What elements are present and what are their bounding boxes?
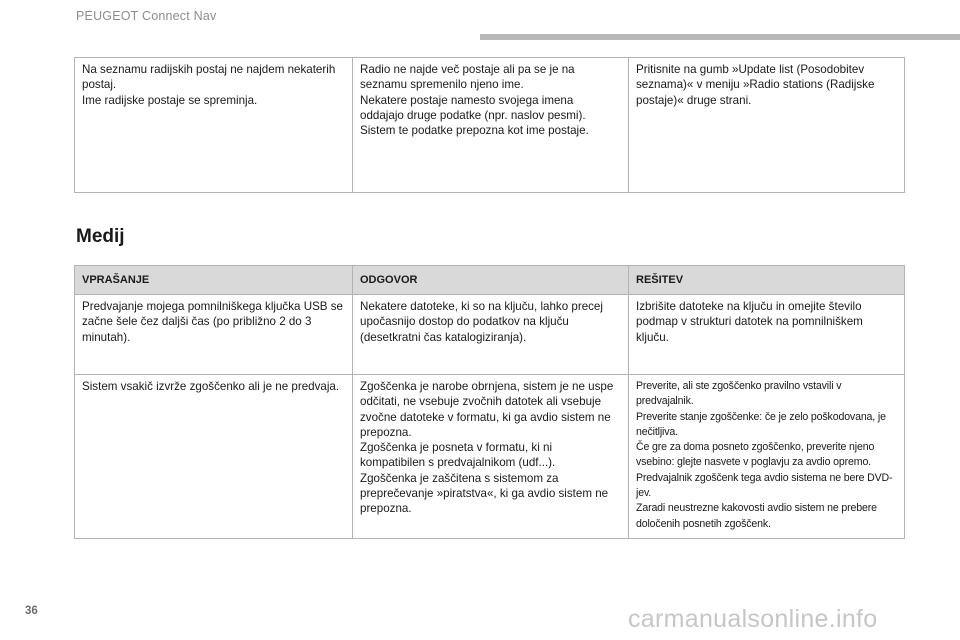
header-title: PEUGEOT Connect Nav xyxy=(76,9,217,23)
question-cell: Sistem vsakič izvrže zgoščenko ali je ne predvaja. xyxy=(75,375,353,539)
watermark: carmanualsonline.info xyxy=(628,605,878,633)
column-header-solution: REŠITEV xyxy=(629,266,905,295)
section-heading: Medij xyxy=(76,226,125,247)
answer-cell: Zgoščenka je narobe obrnjena, sistem je ne uspe odčitati, ne vsebuje zvočnih datotek ali vsebuje zvočne datoteke v formatu, ki ga avdio sistem ne prepozna. Zgoščenka je posneta v formatu, ki ni kompatibilen s predvajalnikom (udf...). Zgoščenka je zaščitena s sistemom za preprečevanje »piratstva«, ki ga avdio sistem ne prepozna. xyxy=(353,375,629,539)
solution-cell: Izbrišite datoteke na ključu in omejite število podmap v strukturi datotek na pomnilniškem ključu. xyxy=(629,295,905,375)
answer-cell: Radio ne najde več postaje ali pa se je na seznamu spremenilo njeno ime. Nekatere postaje namesto svojega imena oddajajo druge podatke (npr. naslov pesmi). Sistem te podatke prepozna kot ime postaje. xyxy=(353,58,629,193)
page-number: 36 xyxy=(25,605,38,617)
question-cell: Predvajanje mojega pomnilniškega ključka USB se začne šele čez daljši čas (po približno 2 do 3 minutah). xyxy=(75,295,353,375)
solution-cell: Preverite, ali ste zgoščenko pravilno vstavili v predvajalnik. Preverite stanje zgoščenke: če je zelo poškodovana, je nečitljiva. Če gre za doma posneto zgoščenko, preverite njeno vsebino: glejte nasvete v poglavju za avdio opremo. Predvajalnik zgoščenk tega avdio sistema ne bere DVD-jev. Zaradi neustrezne kakovosti avdio sistem ne prebere določenih posnetih zgoščenk. xyxy=(629,375,905,539)
table-header-row xyxy=(75,266,905,295)
table-row xyxy=(75,58,905,193)
table-row xyxy=(75,295,905,375)
question-cell: Na seznamu radijskih postaj ne najdem nekaterih postaj. Ime radijske postaje se spreminja. xyxy=(75,58,353,193)
troubleshooting-table-radio xyxy=(74,57,905,193)
header-bar xyxy=(480,34,960,40)
answer-cell: Nekatere datoteke, ki so na ključu, lahko precej upočasnijo dostop do podatkov na ključu (desetkratni čas katalogiziranja). xyxy=(353,295,629,375)
column-header-answer: ODGOVOR xyxy=(353,266,629,295)
column-header-question: VPRAŠANJE xyxy=(75,266,353,295)
solution-cell: Pritisnite na gumb »Update list (Posodobitev seznama)« v meniju »Radio stations (Radijske postaje)« druge strani. xyxy=(629,58,905,193)
troubleshooting-table-media xyxy=(74,265,905,539)
table-row xyxy=(75,375,905,539)
